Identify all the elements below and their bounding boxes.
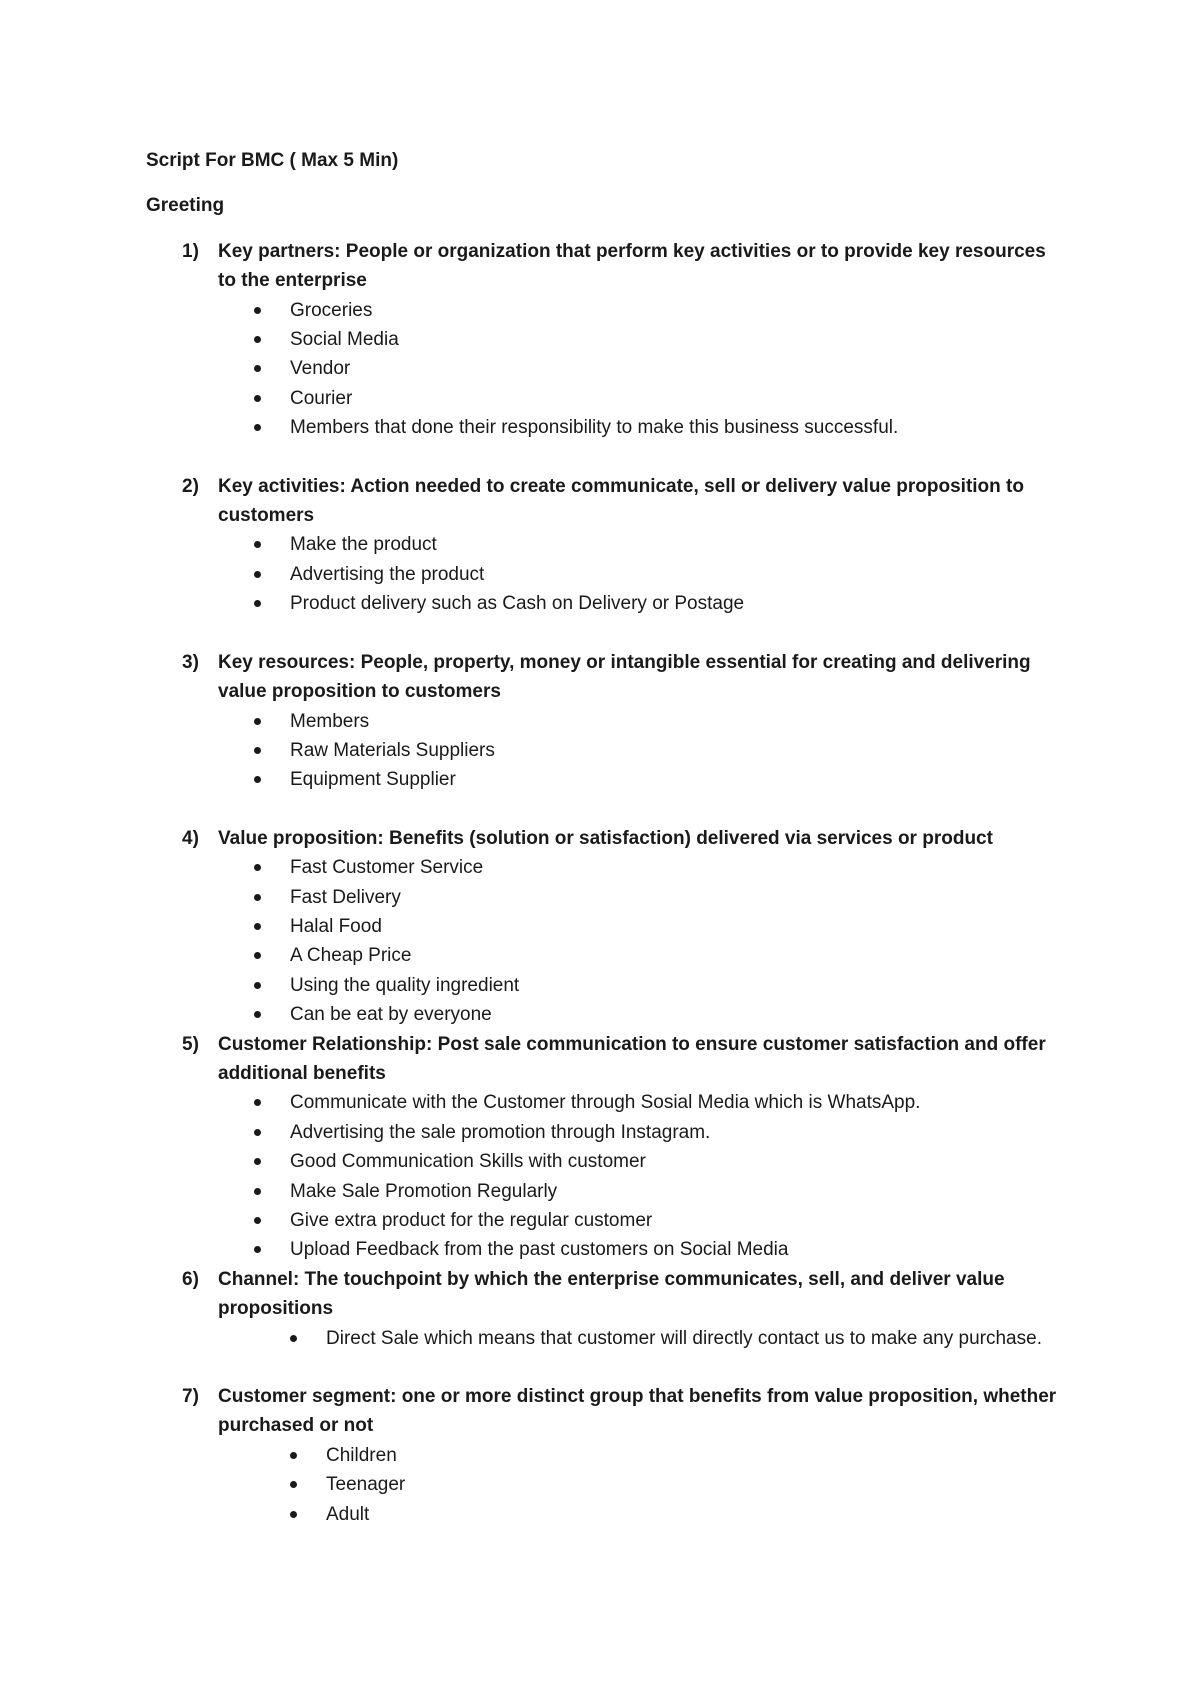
bullet-icon [254, 1129, 261, 1136]
list-item: Teenager [326, 1470, 1066, 1499]
list-item: Fast Delivery [290, 883, 1066, 912]
list-item: Upload Feedback from the past customers on Social Media [290, 1235, 1066, 1264]
bullet-icon [254, 336, 261, 343]
document-page [146, 146, 1066, 1529]
list-item: Advertising the product [290, 560, 1066, 589]
list-item: Advertising the sale promotion through Instagram. [290, 1118, 1066, 1147]
bullet-icon [254, 365, 261, 372]
bullet-icon [254, 718, 261, 725]
bullet-list [218, 1324, 1066, 1353]
section-channel [146, 1265, 1066, 1353]
list-item: Courier [290, 384, 1066, 413]
bullet-icon [254, 1099, 261, 1106]
bullet-list [218, 707, 1066, 795]
list-item: Communicate with the Customer through Sosial Media which is WhatsApp. [290, 1088, 1066, 1117]
list-item: Fast Customer Service [290, 853, 1066, 882]
list-item: Children [326, 1441, 1066, 1470]
bullet-icon [254, 1158, 261, 1165]
bullet-icon [254, 952, 261, 959]
section-value-proposition [146, 824, 1066, 1030]
list-item: Groceries [290, 296, 1066, 325]
bullet-icon [290, 1481, 297, 1488]
bullet-icon [254, 307, 261, 314]
list-item: Give extra product for the regular customer [290, 1206, 1066, 1235]
section-heading: Key activities: Action needed to create communicate, sell or delivery value proposition to customers [218, 475, 1024, 527]
bullet-icon [254, 571, 261, 578]
bullet-icon [254, 424, 261, 431]
list-item: Product delivery such as Cash on Delivery or Postage [290, 589, 1066, 618]
section-heading: Channel: The touchpoint by which the enterprise communicates, sell, and deliver value propositions [218, 1268, 1005, 1320]
list-item: Direct Sale which means that customer will directly contact us to make any purchase. [326, 1324, 1066, 1353]
section-heading: Key resources: People, property, money or intangible essential for creating and delivering value proposition to customers [218, 651, 1031, 703]
bullet-icon [254, 747, 261, 754]
bullet-icon [254, 600, 261, 607]
list-item: Vendor [290, 354, 1066, 383]
list-item: Equipment Supplier [290, 765, 1066, 794]
bullet-icon [254, 894, 261, 901]
section-key-activities [146, 472, 1066, 619]
section-number: 4) [182, 827, 199, 849]
bullet-icon [254, 982, 261, 989]
section-number: 2) [182, 475, 199, 497]
list-item: Adult [326, 1500, 1066, 1529]
section-number: 6) [182, 1268, 199, 1290]
section-number: 7) [182, 1386, 199, 1408]
bullet-icon [254, 395, 261, 402]
list-item: Make Sale Promotion Regularly [290, 1177, 1066, 1206]
bullet-list [218, 530, 1066, 618]
bullet-icon [254, 864, 261, 871]
list-item: Social Media [290, 325, 1066, 354]
list-item: Good Communication Skills with customer [290, 1147, 1066, 1176]
bullet-list [218, 1088, 1066, 1264]
bullet-list [218, 1441, 1066, 1529]
section-heading: Customer Relationship: Post sale communication to ensure customer satisfaction and offer additional benefits [218, 1033, 1046, 1084]
section-heading: Key partners: People or organization that perform key activities or to provide key resources to the enterprise [218, 240, 1046, 292]
section-heading: Value proposition: Benefits (solution or satisfaction) delivered via services or product [218, 827, 993, 849]
list-item: Can be eat by everyone [290, 1000, 1066, 1029]
list-item: Members that done their responsibility to make this business successful. [290, 413, 1066, 442]
section-customer-relationship [146, 1030, 1066, 1265]
bullet-icon [254, 1011, 261, 1018]
list-item: Make the product [290, 530, 1066, 559]
list-item: Members [290, 707, 1066, 736]
bullet-icon [254, 923, 261, 930]
section-customer-segment [146, 1382, 1066, 1529]
bullet-icon [254, 1188, 261, 1195]
section-number: 3) [182, 651, 199, 673]
bullet-icon [290, 1335, 297, 1342]
list-item: Using the quality ingredient [290, 971, 1066, 1000]
bullet-icon [254, 1246, 261, 1253]
section-key-resources [146, 648, 1066, 795]
bullet-list [218, 296, 1066, 443]
section-key-partners [146, 237, 1066, 443]
bullet-icon [254, 541, 261, 548]
bullet-icon [290, 1452, 297, 1459]
document-title: Script For BMC ( Max 5 Min) [146, 150, 399, 171]
section-number: 1) [182, 240, 199, 262]
bullet-icon [254, 1217, 261, 1224]
list-item: Raw Materials Suppliers [290, 736, 1066, 765]
section-heading: Customer segment: one or more distinct group that benefits from value proposition, whether purchased or not [218, 1386, 1057, 1437]
bullet-list [218, 853, 1066, 1029]
bullet-icon [290, 1511, 297, 1518]
bullet-icon [254, 776, 261, 783]
list-item: Halal Food [290, 912, 1066, 941]
section-number: 5) [182, 1033, 199, 1055]
greeting-heading: Greeting [146, 195, 225, 217]
list-item: A Cheap Price [290, 941, 1066, 970]
